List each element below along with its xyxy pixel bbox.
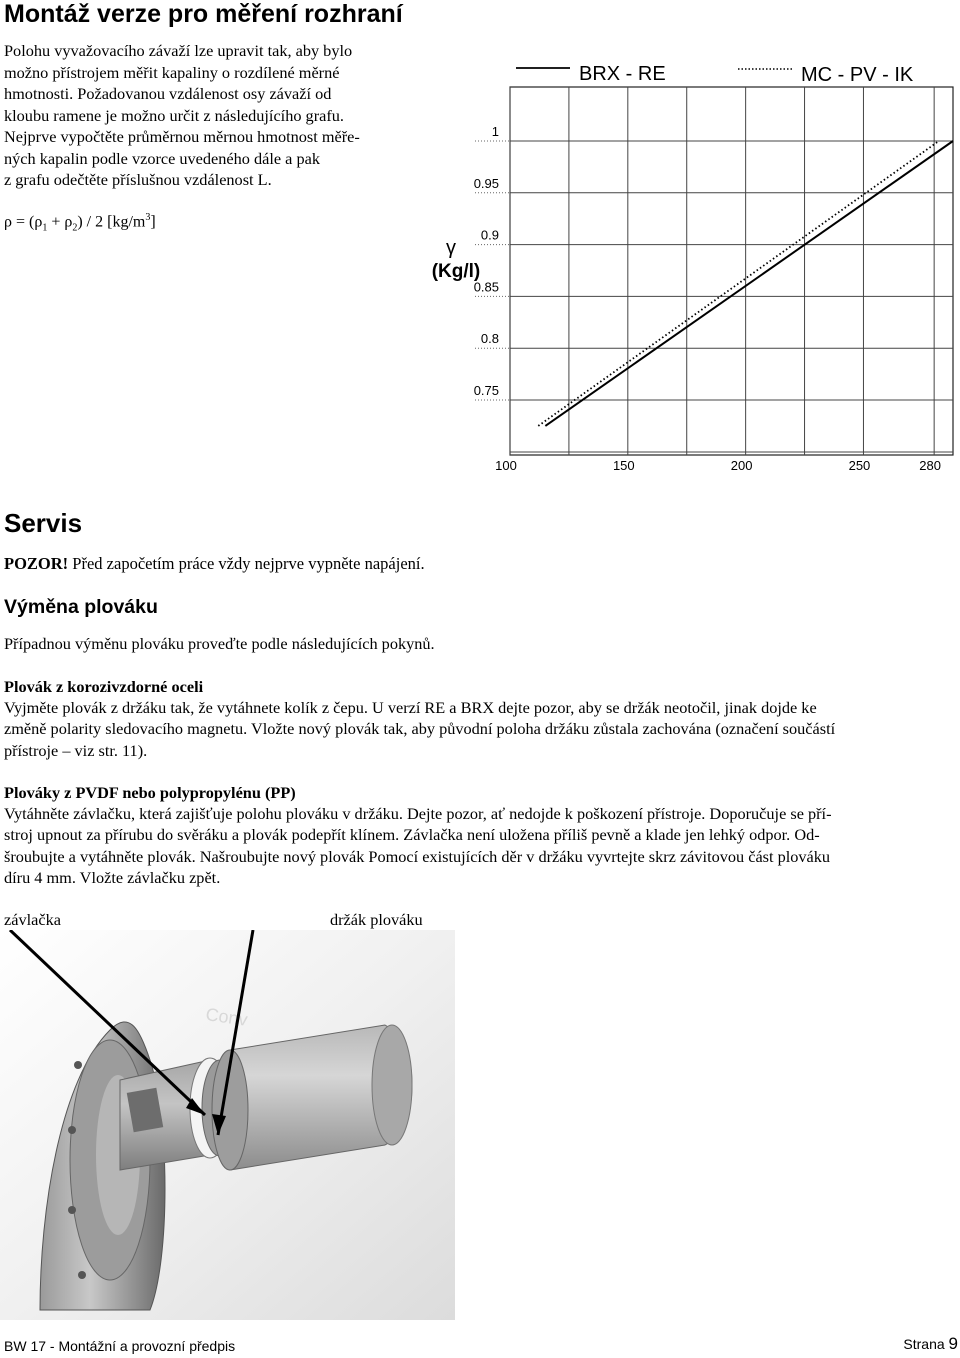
y-axis-label: (Kg/l) — [431, 261, 481, 282]
float-assembly-photo — [0, 930, 455, 1320]
intro-line: možno přístrojem měřit kapaliny o rozdílené měrné — [4, 62, 340, 82]
intro-line: Nejprve vypočtěte průměrnou měrnou hmotnost měře- — [4, 127, 360, 146]
chart-legend — [516, 63, 914, 86]
y-tick-label: 1 — [491, 124, 499, 139]
density-formula: $\rho = (\rho_1 + \rho_2) / 2$ $[kg/m^3]$ — [4, 212, 156, 234]
float-replacement-heading: Výměna plováku — [4, 596, 158, 618]
y-tick-label: 0.8 — [480, 331, 499, 347]
page-title: Montáž verze pro měření rozhraní — [4, 0, 403, 28]
x-tick-label: 100 — [495, 458, 517, 473]
pvdf-float-section — [4, 782, 950, 888]
x-tick-label: 250 — [848, 458, 871, 473]
intro-line: ných kapalin podle vzorce uvedeného dále a pak — [4, 148, 320, 168]
y-tick-label: 0.75 — [473, 383, 499, 398]
section-line: Vytáhněte závlačku, která zajišťuje polohu plováku v držáku. Dejte pozor, ať nedojde k poškození přístroje. Doporučuje se pří- — [4, 804, 832, 824]
intro-line: z grafu odečtěte příslušnou vzdálenost L. — [4, 170, 272, 189]
section-line: díru 4 mm. Vložte závlačku zpět. — [4, 867, 221, 887]
intro-line: kloubu ramene je možno určit z následujícího grafu. — [4, 105, 344, 125]
footer-document-title: BW 17 - Montážní a provozní předpis — [4, 1338, 236, 1354]
section-line: Vyjměte plovák z držáku tak, že vytáhnete kolík z čepu. U verzí RE a BRX dejte pozor, aby se držák neotočil, jinak dojde ke — [4, 698, 817, 718]
y-tick-label: 0.9 — [480, 227, 499, 243]
pvdf-float-heading: Plováky z PVDF nebo polypropylénu (PP) — [4, 783, 296, 802]
intro-line: hmotnosti. Požadovanou vzdálenost osy závaží od — [4, 84, 332, 103]
footer-page-number: Strana 9 — [903, 1334, 958, 1353]
section-line: přístroje – viz str. 11). — [4, 740, 148, 760]
warning-line — [4, 554, 425, 574]
photo-label-pin: závlačka — [4, 910, 61, 929]
y-tick-label: 0.85 — [473, 279, 499, 295]
replacement-intro: Případnou výměnu plováku proveďte podle následujících pokynů. — [4, 634, 435, 653]
servis-heading: Servis — [4, 508, 83, 538]
steel-float-heading: Plovák z korozivzdorné oceli — [4, 677, 204, 696]
warning-text: Před započetím práce vždy nejprve vypněte napájení. — [68, 554, 425, 573]
x-tick-label: 150 — [612, 458, 635, 473]
warning-label: POZOR! — [4, 554, 69, 573]
chart-grid — [475, 87, 953, 455]
svg-text:Conv: Conv — [204, 1004, 249, 1030]
distance-chart — [0, 0, 960, 500]
section-line: šroubujte a vytáhněte plovák. Našroubujte nový plovák Pomocí existujících děr v držáku vyvrtejte skrz závitovou část plováku — [4, 846, 831, 866]
y-axis-symbol: γ — [446, 237, 456, 259]
series-line-brx-re — [545, 141, 953, 426]
x-tick-label: 200 — [730, 458, 753, 473]
intro-line: Polohu vyvažovacího závaží lze upravit tak, aby bylo — [4, 41, 353, 60]
steel-float-section — [4, 676, 950, 761]
section-line: stroj upnout za přírubu do svěráku a plovák podepřít klínem. Závlačka není uložena příliš pevně a klade jen lehký odpor. Od- — [4, 825, 820, 845]
x-axis-ticks — [495, 458, 941, 473]
legend-label-mc-pv-ik: MC - PV - IK — [801, 64, 914, 86]
x-tick-label: 280 — [919, 458, 942, 473]
section-line: změně polarity sledovacího magnetu. Vložte nový plovák tak, aby původní poloha držáku zůstala zachována (označení součástí — [4, 719, 836, 739]
series-line-mc-pv-ik — [538, 141, 939, 426]
y-tick-label: 0.95 — [473, 175, 499, 191]
legend-label-brx-re: BRX - RE — [579, 63, 666, 85]
photo-label-holder: držák plováku — [330, 910, 423, 929]
